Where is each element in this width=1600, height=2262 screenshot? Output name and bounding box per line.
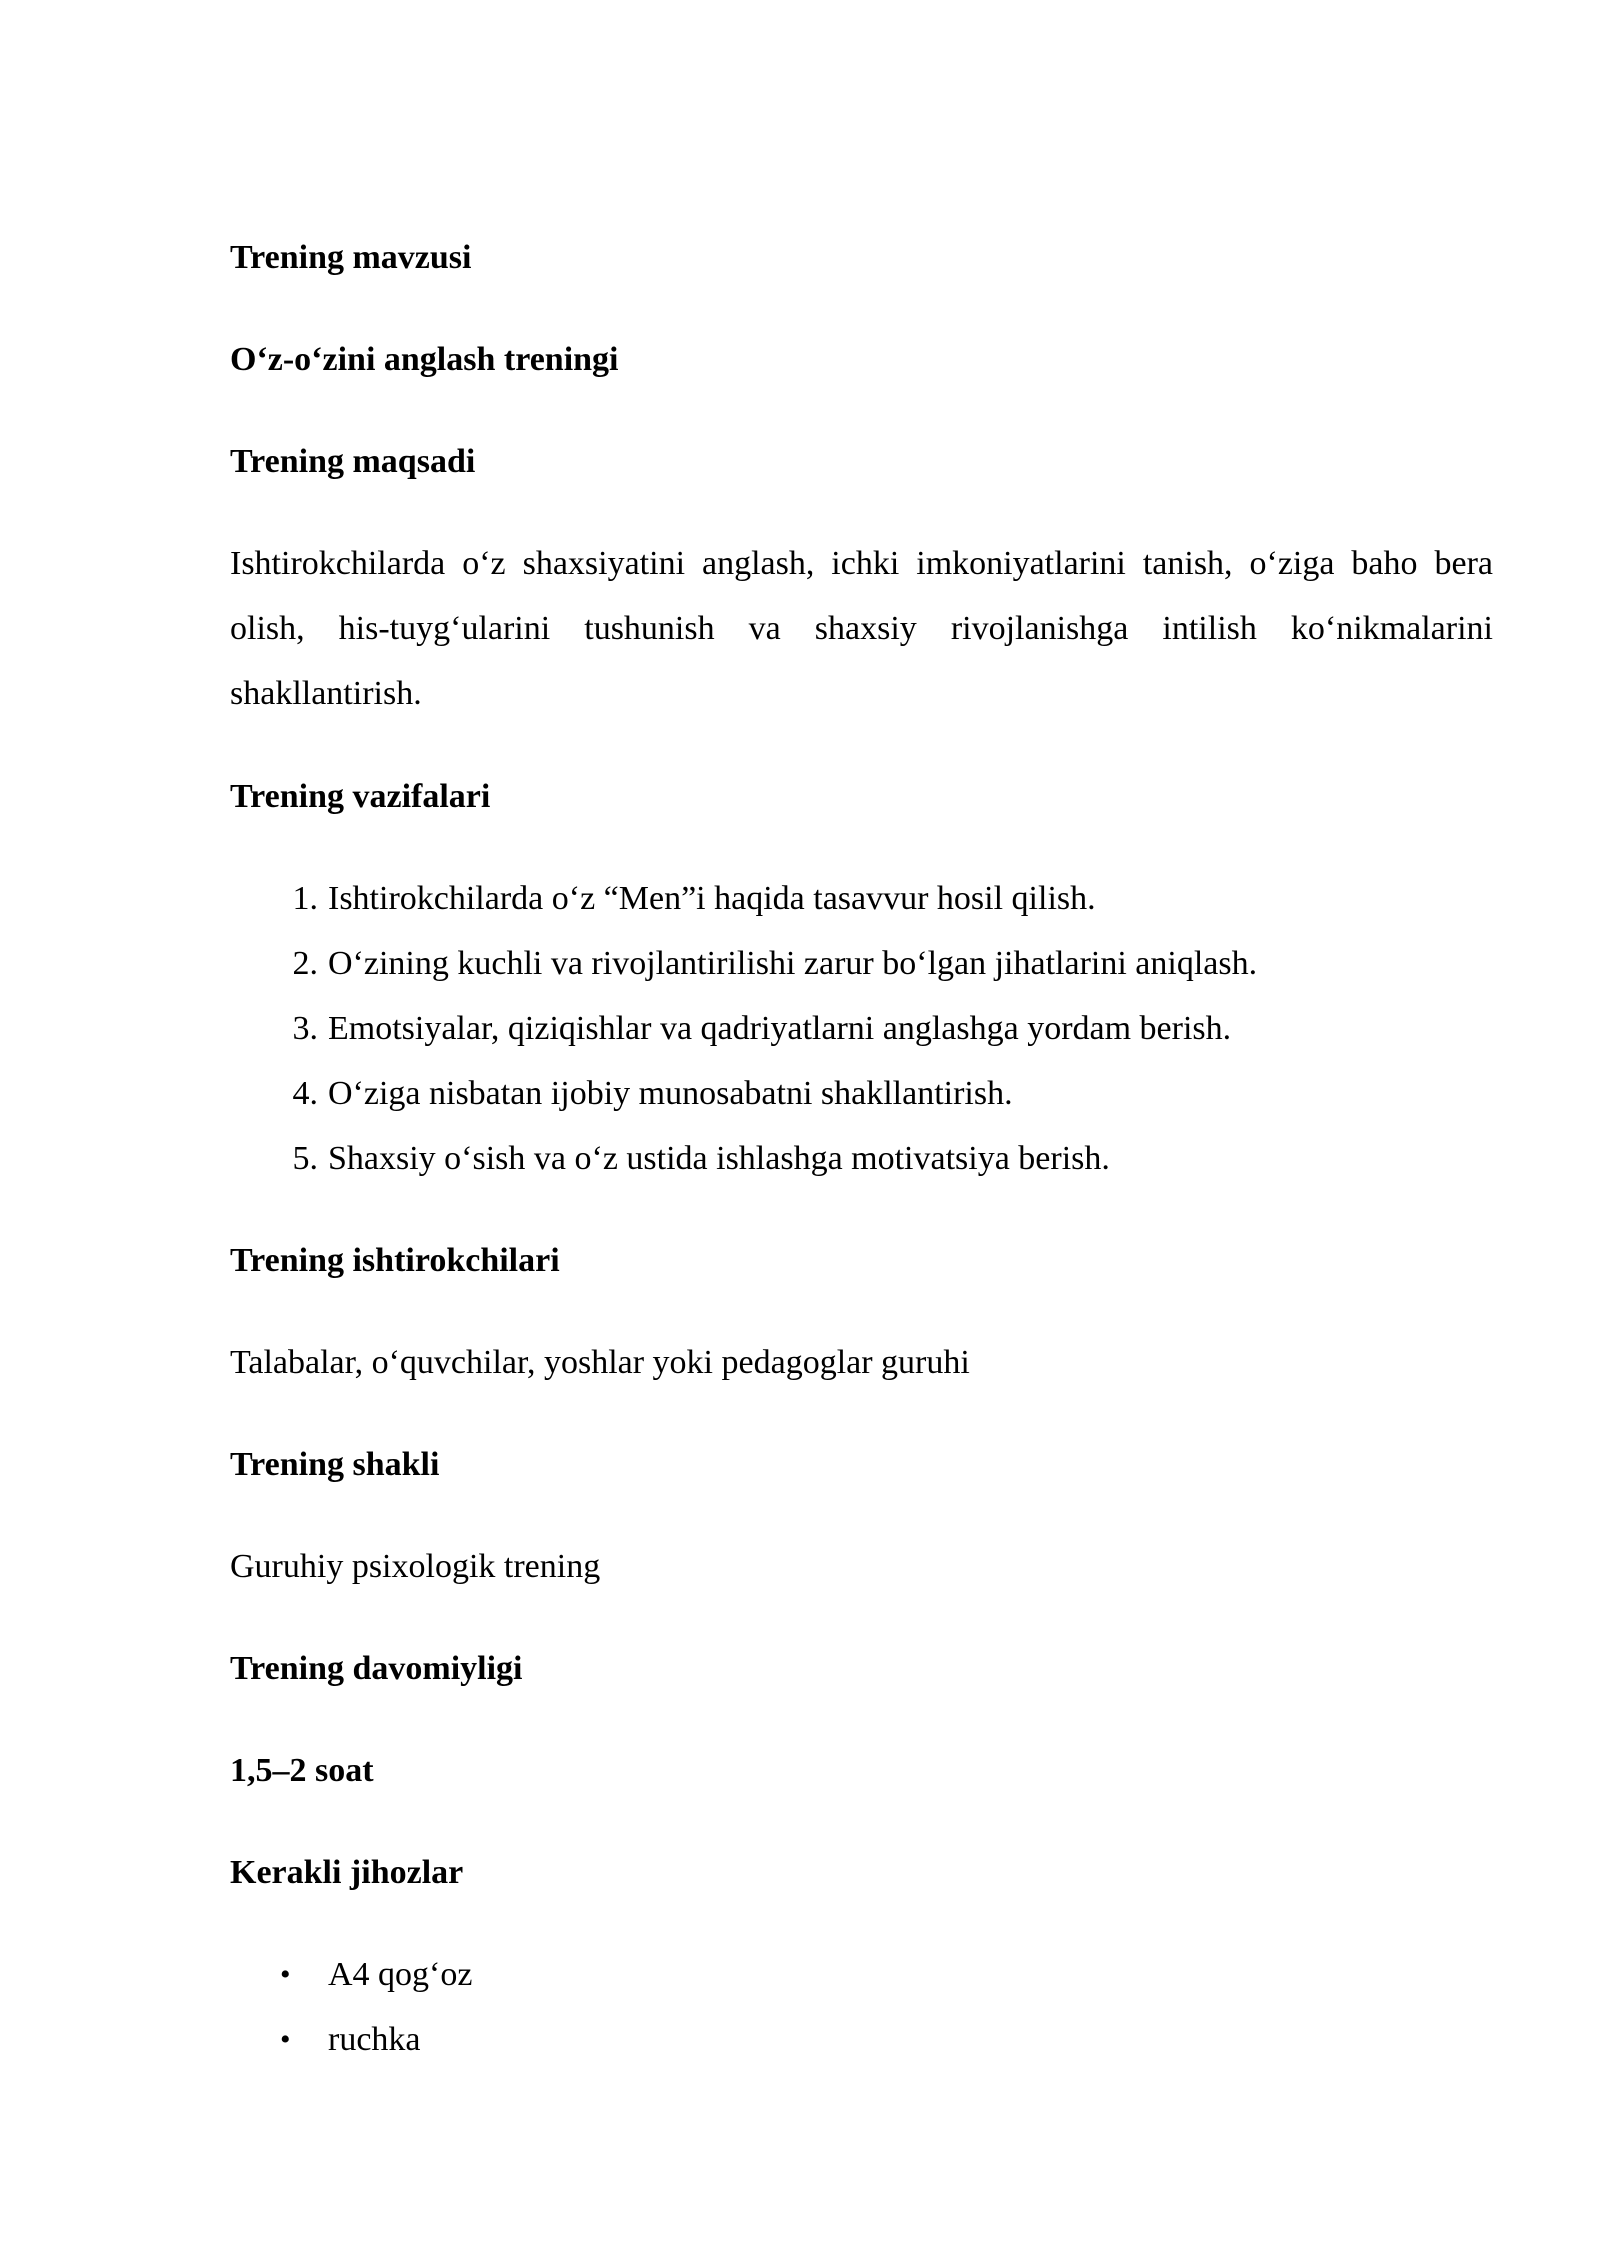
list-item-text: Shaxsiy o‘sish va o‘z ustida ishlashga motivatsiya berish. [328, 1140, 1110, 1177]
list-item-number: 5. [292, 1140, 318, 1177]
list-item-text: Emotsiyalar, qiziqishlar va qadriyatlarni anglashga yordam berish. [328, 1010, 1232, 1047]
equipment-list [230, 1942, 1493, 2072]
goal-heading: Trening maqsadi [230, 443, 476, 480]
participants-heading: Trening ishtirokchilari [230, 1242, 560, 1279]
bullet-icon: • [280, 2023, 291, 2056]
list-item-number: 4. [292, 1075, 318, 1112]
equipment-heading: Kerakli jihozlar [230, 1854, 464, 1891]
list-item [230, 1061, 1493, 1126]
duration-heading: Trening davomiyligi [230, 1650, 523, 1687]
list-item-text: ruchka [328, 2021, 421, 2058]
list-item [230, 1126, 1493, 1191]
bullet-icon: • [280, 1958, 291, 1991]
list-item [230, 866, 1493, 931]
list-item [230, 931, 1493, 996]
list-item-number: 3. [292, 1010, 318, 1047]
list-item-text: O‘zining kuchli va rivojlantirilishi zarur bo‘lgan jihatlarini aniqlash. [328, 945, 1258, 982]
tasks-heading: Trening vazifalari [230, 778, 491, 815]
topic-heading: Trening mavzusi [230, 239, 472, 276]
list-item-text: Ishtirokchilarda o‘z “Men”i haqida tasavvur hosil qilish. [328, 880, 1096, 917]
topic-title: O‘z-o‘zini anglash treningi [230, 341, 619, 378]
list-item-number: 1. [292, 880, 318, 917]
participants-text: Talabalar, o‘quvchilar, yoshlar yoki pedagoglar guruhi [230, 1344, 970, 1381]
list-item-number: 2. [292, 945, 318, 982]
form-heading: Trening shakli [230, 1446, 440, 1483]
goal-text: Ishtirokchilarda o‘z shaxsiyatini anglash, ichki imkoniyatlarini tanish, o‘ziga baho bera olish, his-tuyg‘ularini tushunish va shaxsiy rivojlanishga intilish ko‘nikmalarini shakllantirish. [230, 545, 1493, 712]
list-item-text: O‘ziga nisbatan ijobiy munosabatni shakllantirish. [328, 1075, 1013, 1112]
list-item [230, 1942, 1493, 2007]
tasks-list [230, 866, 1493, 1191]
list-item [230, 2007, 1493, 2072]
form-text: Guruhiy psixologik trening [230, 1548, 601, 1585]
duration-value: 1,5–2 soat [230, 1752, 374, 1789]
list-item-text: A4 qog‘oz [328, 1956, 473, 1993]
list-item [230, 996, 1493, 1061]
